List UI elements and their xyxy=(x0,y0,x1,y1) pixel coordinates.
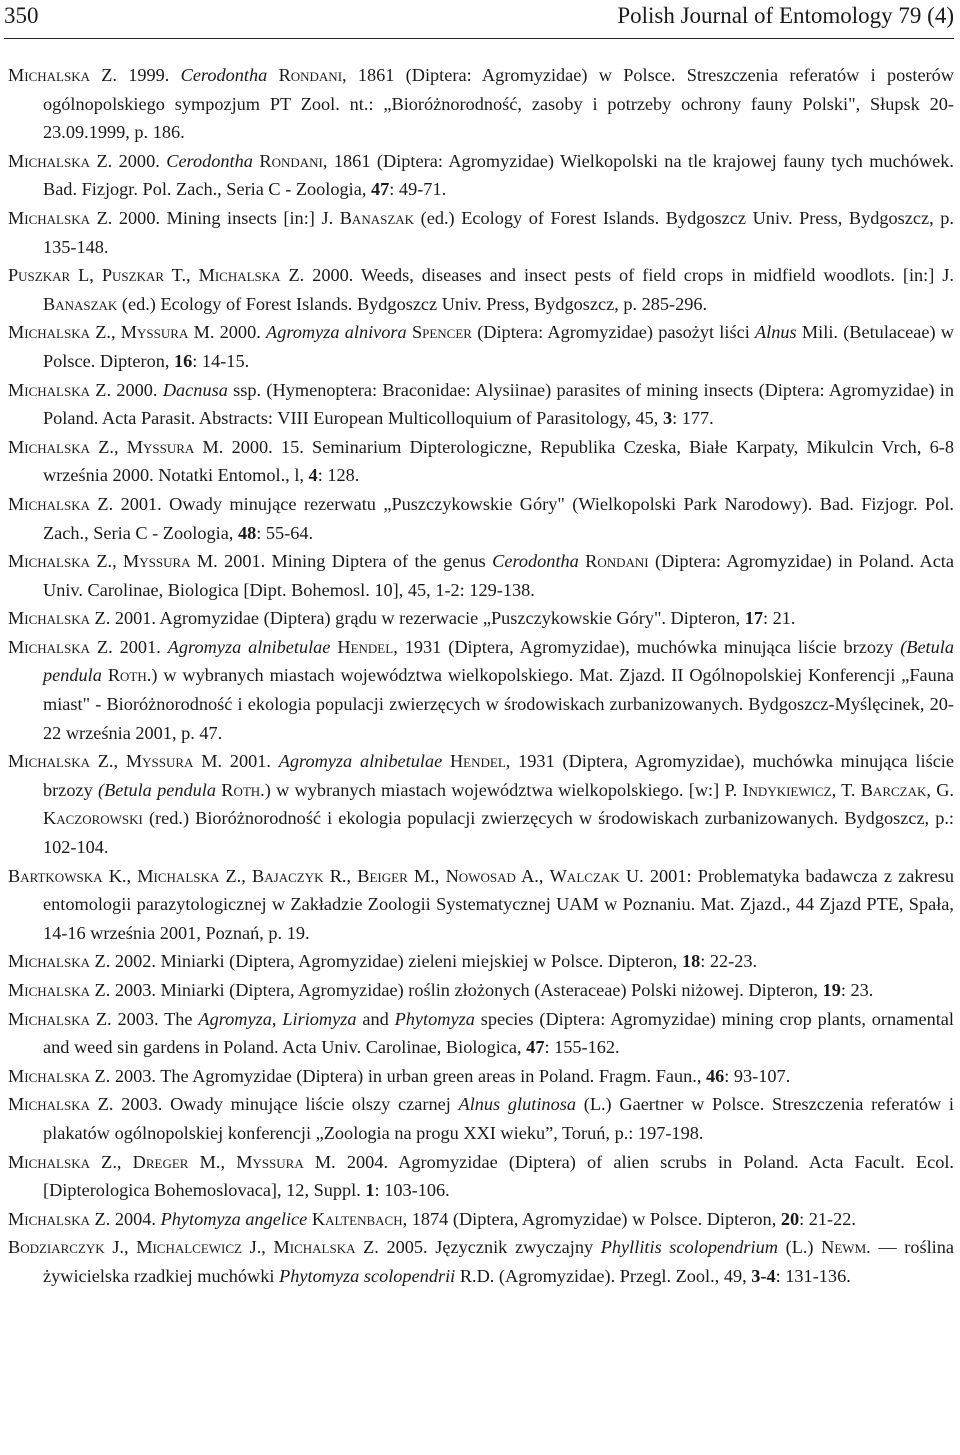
reference-entry: Michalska Z., Myssura M. 2000. Agromyza alnivora Spencer (Diptera: Agromyzidae) pasożyt liści Alnus Mili. (Betulaceae) w Polsce. Dipteron, 16: 14-15. xyxy=(8,322,955,371)
reference-entry: Michalska Z. 2003. The Agromyza, Liriomyza and Phytomyza species (Diptera: Agromyzidae) mining crop plants, ornamental and weed sin gardens in Poland. Acta Univ. Carolinae, Biologica, 47: 155-162. xyxy=(8,1008,955,1058)
reference-entry: Michalska Z. 2003. The Agromyzidae (Diptera) in urban green areas in Poland. Fragm. Faun., 46: 93-107. xyxy=(8,1065,791,1086)
reference-entry: Michalska Z. 2001. Owady minujące rezerwatu „Puszczykowskie Góry" (Wielkopolski Park Narodowy). Bad. Fizjogr. Pol. Zach., Seria C - Zoologia, 48: 55-64. xyxy=(8,493,954,543)
reference-entry: Michalska Z. 2001. Agromyzidae (Diptera) grądu w rezerwacie „Puszczykowskie Góry". Dipteron, 17: 21. xyxy=(8,608,796,629)
reference-entry: Michalska Z. 2003. Owady minujące liście olszy czarnej Alnus glutinosa (L.) Gaertner w Polsce. Streszczenia referatów i plakatów ogólnopolskiej konferencji „Zoologia na progu XXI wieku”, Toruń, p.: 197-198. xyxy=(8,1094,954,1143)
reference-entry: Michalska Z., Myssura M. 2001. Agromyza alnibetulae Hendel, 1931 (Diptera, Agromyzidae), muchówka minująca liście brzozy (Betula pendula Roth.) w wybranych miastach województwa wielkopolskiego. [w:] P. Indykiewicz, T. Barczak, G. Kaczorowski (red.) Bioróżnorodność i ekologia populacji zwierzęcych w środowiskach zurbanizowanych. Bydgoszcz, p.: 102-104. xyxy=(8,751,955,858)
page-number: 350 xyxy=(4,3,39,28)
reference-entry: Michalska Z., Myssura M. 2001. Mining Diptera of the genus Cerodontha Rondani (Diptera: Agromyzidae) in Poland. Acta Univ. Carolinae, Biologica [Dipt. Bohemosl. 10], 45, 1-2: 129-138. xyxy=(8,551,954,600)
reference-entry: Michalska Z. 2001. Agromyza alnibetulae Hendel, 1931 (Diptera, Agromyzidae), muchówka minująca liście brzozy (Betula pendula Roth.) w wybranych miastach województwa wielkopolskiego. Mat. Zjazd. II Ogólnopolskiej Konferencji „Fauna miast" - Bioróżnorodność i ekologia populacji zwierzęcych w środowiskach zurbanizowanych. Bydgoszcz-Myślęcinek, 20-22 września 2001, p. 47. xyxy=(8,636,954,743)
reference-entry: Bartkowska K., Michalska Z., Bajaczyk R., Beiger M., Nowosad A., Walczak U. 2001: Problematyka badawcza z zakresu entomologii parazytologicznej w Zakładzie Zoologii Systematycznej UAM w Poznaniu. Mat. Zjazd., 44 Zjazd PTE, Spała, 14-16 września 2001, Poznań, p. 19. xyxy=(8,865,954,943)
journal-title: Polish Journal of Entomology 79 (4) xyxy=(617,3,954,28)
reference-entry: Michalska Z. 2000. Cerodontha Rondani, 1861 (Diptera: Agromyzidae) Wielkopolski na tle krajowej fauny tych muchówek. Bad. Fizjogr. Pol. Zach., Seria C - Zoologia, 47: 49-71. xyxy=(8,150,954,200)
reference-entry: Michalska Z., Myssura M. 2000. 15. Seminarium Dipterologiczne, Republika Czeska, Białe Karpaty, Mikulcin Vrch, 6-8 września 2000. Notatki Entomol., l, 4: 128. xyxy=(8,436,954,486)
reference-entry: Puszkar L, Puszkar T., Michalska Z. 2000. Weeds, diseases and insect pests of field crops in midfield woodlots. [in:] J. Banaszak (ed.) Ecology of Forest Islands. Bydgoszcz Univ. Press, Bydgoszcz, p. 285-296. xyxy=(8,265,954,314)
reference-entry: Bodziarczyk J., Michalcewicz J., Michalska Z. 2005. Języcznik zwyczajny Phyllitis scolopendrium (L.) Newm. — roślina żywicielska rzadkiej muchówki Phytomyza scolopendrii R.D. (Agromyzidae). Przegl. Zool., 49, 3-4: 131-136. xyxy=(8,1237,955,1286)
reference-list xyxy=(8,61,954,1291)
reference-entry: Michalska Z. 2002. Miniarki (Diptera, Agromyzidae) zieleni miejskiej w Polsce. Dipteron, 18: 22-23. xyxy=(8,951,758,972)
reference-entry: Michalska Z. 1999. Cerodontha Rondani, 1861 (Diptera: Agromyzidae) w Polsce. Streszczenia referatów i posterów ogólnopolskiego sympozjum PT Zool. nt.: „Bioróżnorodność, zasoby i potrzeby ochrony fauny Polski", Słupsk 20-23.09.1999, p. 186. xyxy=(8,65,954,143)
reference-entry: Michalska Z. 2000. Mining insects [in:] J. Banaszak (ed.) Ecology of Forest Islands. Bydgoszcz Univ. Press, Bydgoszcz, p. 135-148. xyxy=(8,207,954,257)
reference-entry: Michalska Z. 2003. Miniarki (Diptera, Agromyzidae) roślin złożonych (Asteraceae) Polski niżowej. Dipteron, 19: 23. xyxy=(8,980,874,1000)
reference-entry: Michalska Z., Dreger M., Myssura M. 2004. Agromyzidae (Diptera) of alien scrubs in Poland. Acta Facult. Ecol. [Dipterologica Bohemoslovaca], 12, Suppl. 1: 103-106. xyxy=(8,1151,955,1201)
reference-entry: Michalska Z. 2000. Dacnusa ssp. (Hymenoptera: Braconidae: Alysiinae) parasites of mining insects (Diptera: Agromyzidae) in Poland. Acta Parasit. Abstracts: VIII European Multicolloquium of Parasitology, 45, 3: 177. xyxy=(8,379,954,429)
running-header xyxy=(4,2,954,39)
reference-entry: Michalska Z. 2004. Phytomyza angelice Kaltenbach, 1874 (Diptera, Agromyzidae) w Polsce. Dipteron, 20: 21-22. xyxy=(8,1208,856,1229)
